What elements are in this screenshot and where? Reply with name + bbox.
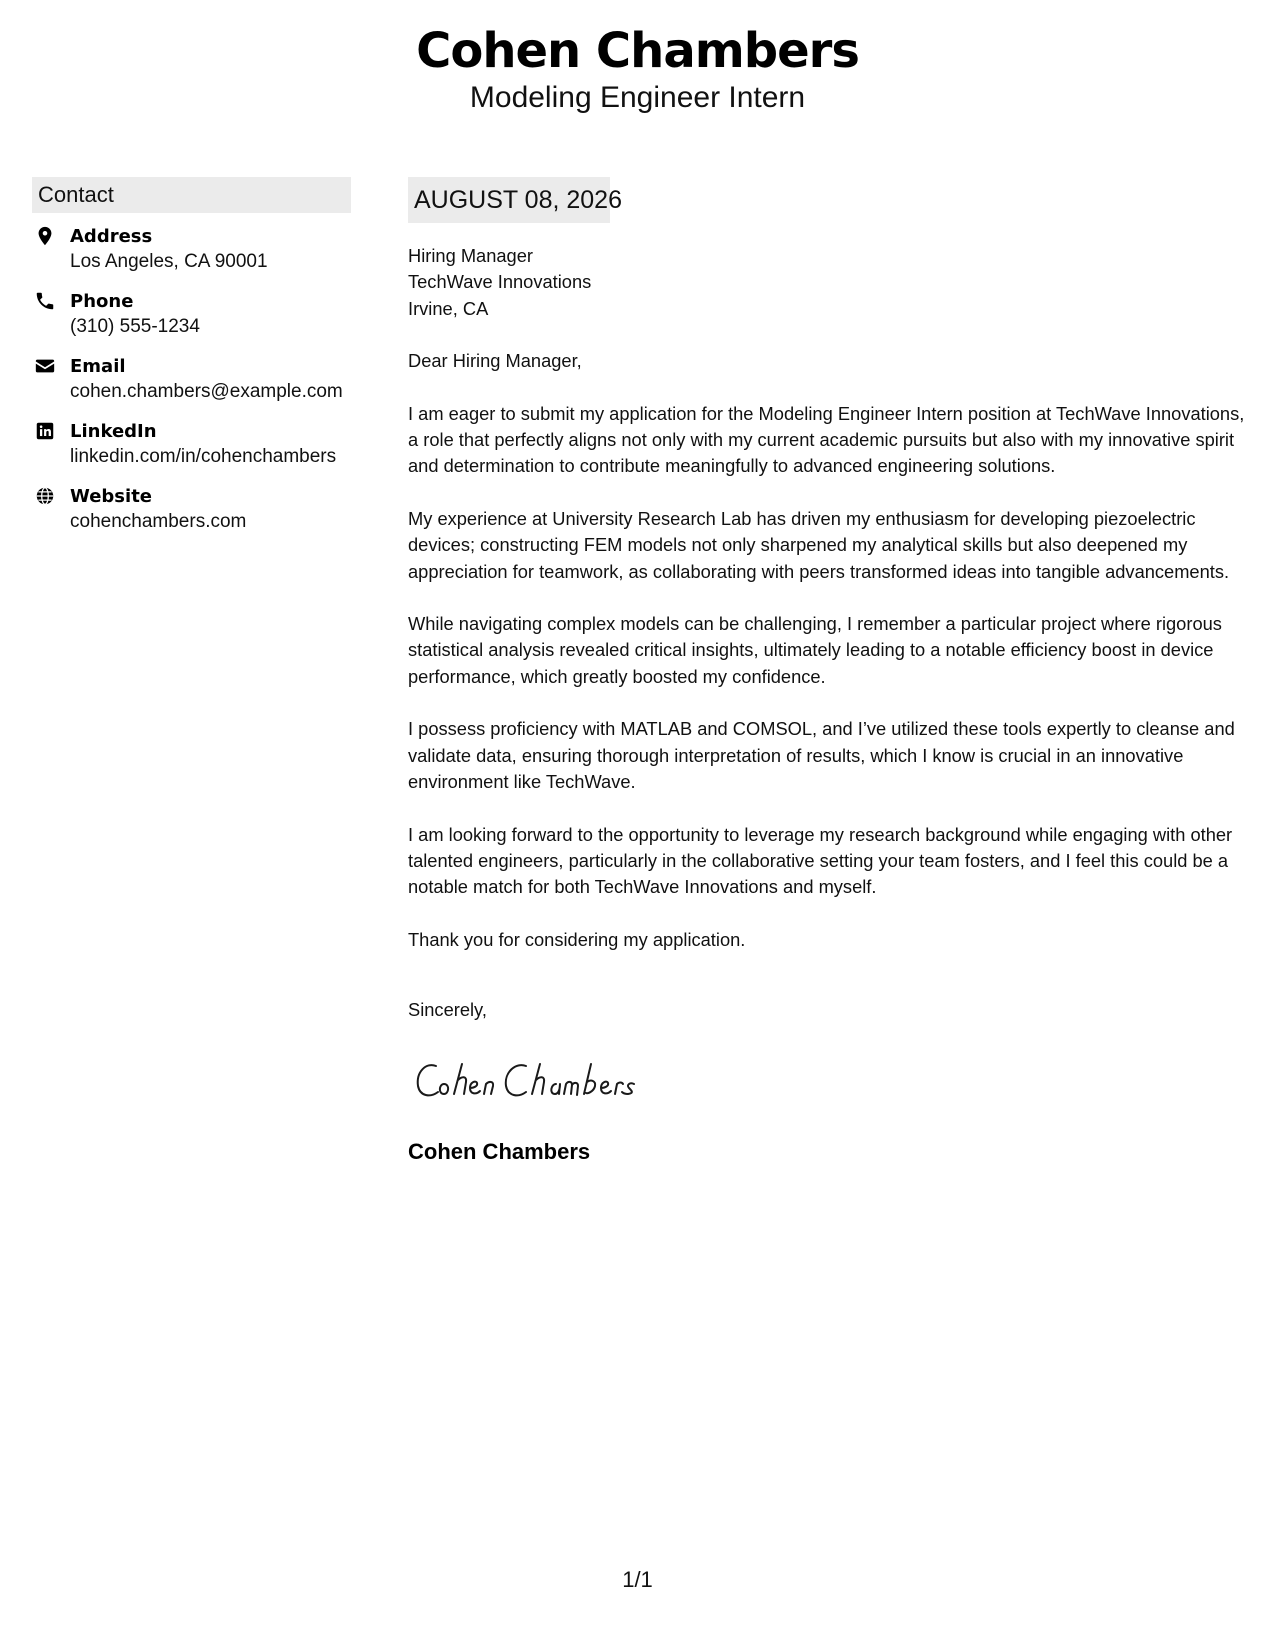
linkedin-icon xyxy=(34,420,56,442)
signature-image xyxy=(408,1050,668,1112)
paragraph-1: I am eager to submit my application for the Modeling Engineer Intern position at TechWave Innovations, a role that perfectly aligns not only with my current academic pursuits but also with my innovative spirit and determination to contribute meaningfully to advanced engineering solutions. xyxy=(408,402,1245,477)
linkedin-value: linkedin.com/in/cohenchambers xyxy=(70,446,337,467)
handwritten-signature xyxy=(408,1050,1250,1112)
contact-item-email xyxy=(32,354,351,404)
recipient-company: TechWave Innovations xyxy=(408,271,592,293)
globe-icon xyxy=(34,485,56,507)
linkedin-label: LinkedIn xyxy=(70,421,157,442)
closing: Sincerely, xyxy=(408,999,487,1021)
phone-label: Phone xyxy=(70,291,134,312)
paragraph-3: While navigating complex models can be challenging, I remember a particular project where rigorous statistical analysis revealed critical insights, ultimately leading to a notable efficiency boost in device performance, which greatly boosted my confidence. xyxy=(408,613,1222,687)
recipient-location: Irvine, CA xyxy=(408,297,489,319)
envelope-icon xyxy=(34,355,56,377)
recipient-title: Hiring Manager xyxy=(408,245,533,266)
letter-body xyxy=(408,177,1250,1166)
applicant-role: Modeling Engineer Intern xyxy=(469,81,806,114)
contact-sidebar xyxy=(32,177,351,549)
paragraph-2: My experience at University Research Lab has driven my enthusiasm for developing piezoelectric devices; constructing FEM models not only sharpened my analytical skills but also deepened my appreciation for teamwork, as collaborating with peers transformed ideas into tangible advancements. xyxy=(408,507,1230,582)
page-number: 1/1 xyxy=(622,1567,653,1592)
address-value: Los Angeles, CA 90001 xyxy=(70,251,268,272)
contact-item-linkedin xyxy=(32,419,351,469)
contact-list xyxy=(32,224,351,534)
contact-item-phone xyxy=(32,289,351,339)
salutation: Dear Hiring Manager, xyxy=(408,350,582,372)
contact-item-address xyxy=(32,224,351,274)
address-label: Address xyxy=(70,226,153,247)
signed-name: Cohen Chambers xyxy=(408,1138,591,1164)
contact-section-title: Contact xyxy=(32,177,351,213)
phone-icon xyxy=(34,290,56,312)
thank-you-line: Thank you for considering my application. xyxy=(408,928,746,950)
website-value: cohenchambers.com xyxy=(70,511,247,532)
applicant-name: Cohen Chambers xyxy=(416,23,859,79)
letter-date: AUGUST 08, 2026 xyxy=(408,177,610,223)
recipient-block xyxy=(408,243,1250,322)
contact-item-website xyxy=(32,484,351,534)
email-label: Email xyxy=(70,356,126,377)
website-label: Website xyxy=(70,486,153,507)
email-value: cohen.chambers@example.com xyxy=(70,381,343,402)
paragraph-5: I am looking forward to the opportunity to leverage my research background while engaging with other talented engineers, particularly in the collaborative setting your team fosters, and I feel this could be a notable match for both TechWave Innovations and myself. xyxy=(408,823,1233,898)
paragraph-4: I possess proficiency with MATLAB and COMSOL, and I’ve utilized these tools expertly to cleanse and validate data, ensuring thorough interpretation of results, which I know is crucial in an innovative environment like TechWave. xyxy=(408,718,1235,793)
map-pin-icon xyxy=(34,225,56,247)
letter-header xyxy=(0,22,1275,116)
phone-value: (310) 555-1234 xyxy=(70,316,200,337)
